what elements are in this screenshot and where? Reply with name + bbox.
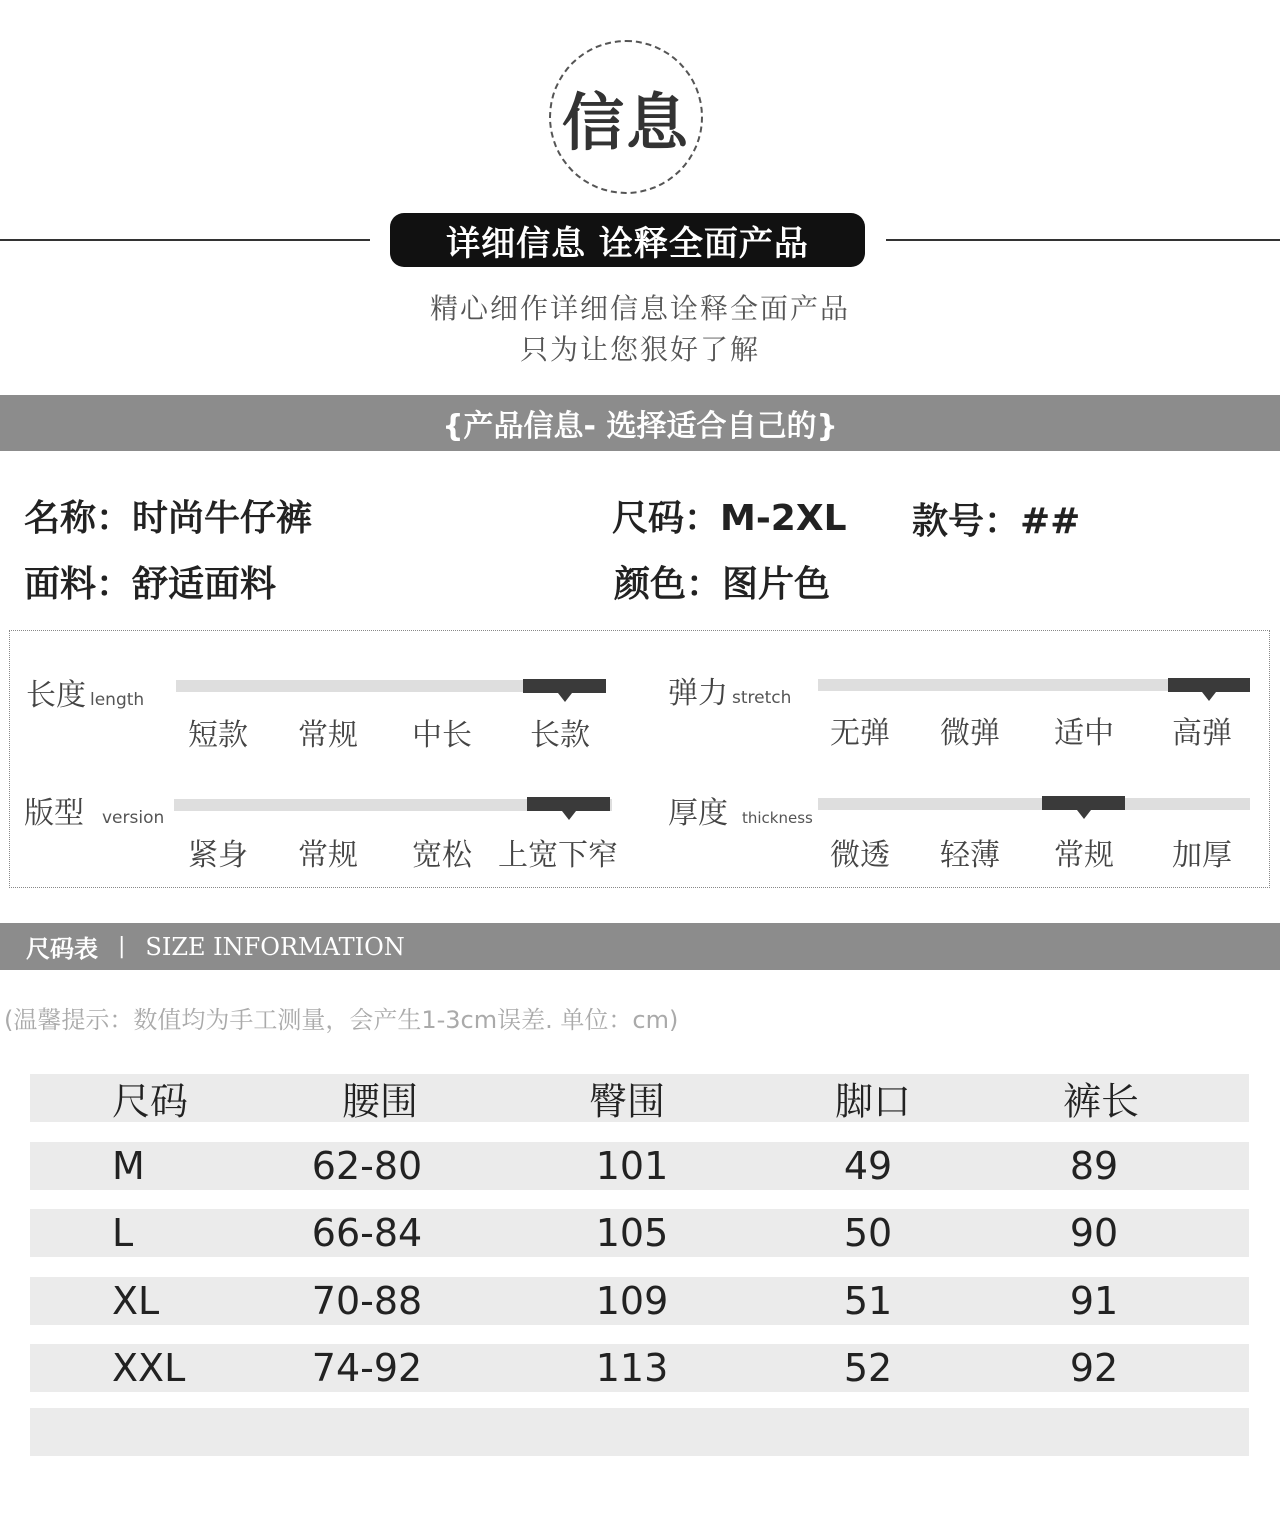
header-circle-badge: [549, 40, 703, 194]
attr-thickness-option: 加厚: [1172, 838, 1232, 873]
attr-version-indicator: [527, 797, 610, 811]
product-name: 名称：时尚牛仔裤: [24, 498, 313, 539]
table-cell: 90: [1069, 1211, 1119, 1255]
measurement-tip: (温馨提示：数值均为手工测量，会产生1-3cm误差. 单位：cm): [4, 1006, 679, 1034]
product-size: 尺码：M-2XL: [612, 498, 847, 539]
subtitle-line-2: 只为让您狠好了解: [519, 333, 760, 366]
size-band-separator: |: [118, 934, 126, 959]
attr-stretch-option: 无弹: [830, 716, 890, 751]
table-cell: 101: [595, 1144, 669, 1188]
attr-thickness-indicator: [1042, 796, 1125, 810]
header-divider-left: [0, 239, 370, 241]
table-cell: 70-88: [311, 1279, 423, 1323]
header-divider-right: [886, 239, 1280, 241]
attr-version-option: 上宽下窄: [498, 838, 618, 873]
table-cell: 89: [1069, 1144, 1119, 1188]
table-cell: 91: [1069, 1279, 1119, 1323]
attr-version-option: 宽松: [412, 838, 472, 873]
circle-title: 信息: [561, 85, 690, 159]
table-header-cell: 脚口: [834, 1079, 912, 1124]
attr-thickness-label: 厚度 thickness: [668, 796, 813, 831]
product-fabric: 面料：舒适面料: [24, 564, 277, 605]
size-band-subtitle: SIZE INFORMATION: [145, 932, 405, 961]
table-row: [30, 1142, 1249, 1190]
table-row: [30, 1209, 1249, 1257]
attr-length-option: 中长: [412, 718, 472, 753]
attr-length-label: 长度 length: [26, 678, 145, 713]
attr-length-option: 长款: [530, 718, 590, 753]
table-row-empty: [30, 1408, 1249, 1456]
product-info-band: {产品信息- 选择适合自己的}: [0, 395, 1280, 451]
attr-length-option: 常规: [298, 718, 358, 753]
attr-stretch-option: 微弹: [940, 716, 1000, 751]
table-cell: 49: [843, 1144, 893, 1188]
table-cell: XL: [112, 1279, 160, 1323]
size-band-title: 尺码表: [26, 935, 98, 963]
attr-version-option: 紧身: [188, 838, 248, 873]
table-cell: 66-84: [311, 1211, 423, 1255]
table-row: [30, 1277, 1249, 1325]
attr-length-option: 短款: [188, 718, 248, 753]
attr-stretch-option: 高弹: [1172, 716, 1232, 751]
table-header-cell: 裤长: [1062, 1079, 1140, 1124]
attr-stretch-indicator: [1168, 678, 1250, 692]
size-info-band: [0, 923, 1280, 970]
table-row: [30, 1344, 1249, 1392]
subtitle-line-1: 精心细作详细信息诠释全面产品: [429, 292, 850, 325]
attr-length-indicator: [523, 679, 606, 693]
table-header-cell: 尺码: [112, 1079, 189, 1124]
table-cell: XXL: [112, 1346, 186, 1390]
attr-thickness-option: 微透: [830, 838, 890, 873]
table-cell: 50: [843, 1211, 893, 1255]
attr-stretch-label: 弹力 stretch: [668, 676, 792, 711]
attr-thickness-track: [818, 798, 1250, 810]
table-header-row: [30, 1074, 1249, 1122]
table-cell: M: [112, 1144, 145, 1188]
table-cell: 62-80: [311, 1144, 423, 1188]
table-cell: 51: [843, 1279, 893, 1323]
table-cell: 52: [843, 1346, 893, 1390]
product-color: 颜色：图片色: [614, 564, 831, 605]
table-cell: 105: [595, 1211, 669, 1255]
table-cell: 92: [1069, 1346, 1119, 1390]
table-header-cell: 腰围: [341, 1079, 419, 1124]
attr-version-label: 版型 version: [24, 796, 165, 831]
table-cell: 74-92: [311, 1346, 423, 1390]
table-cell: 113: [595, 1346, 669, 1390]
table-cell: 109: [595, 1279, 669, 1323]
header-pill: 详细信息 诠释全面产品: [390, 213, 865, 267]
attr-version-option: 常规: [298, 838, 358, 873]
attr-stretch-option: 适中: [1054, 716, 1114, 751]
attr-thickness-option: 轻薄: [940, 838, 1000, 873]
attr-thickness-option: 常规: [1054, 838, 1114, 873]
product-style-no: 款号：##: [912, 501, 1081, 542]
table-header-cell: 臀围: [588, 1079, 666, 1124]
table-cell: L: [112, 1211, 134, 1255]
